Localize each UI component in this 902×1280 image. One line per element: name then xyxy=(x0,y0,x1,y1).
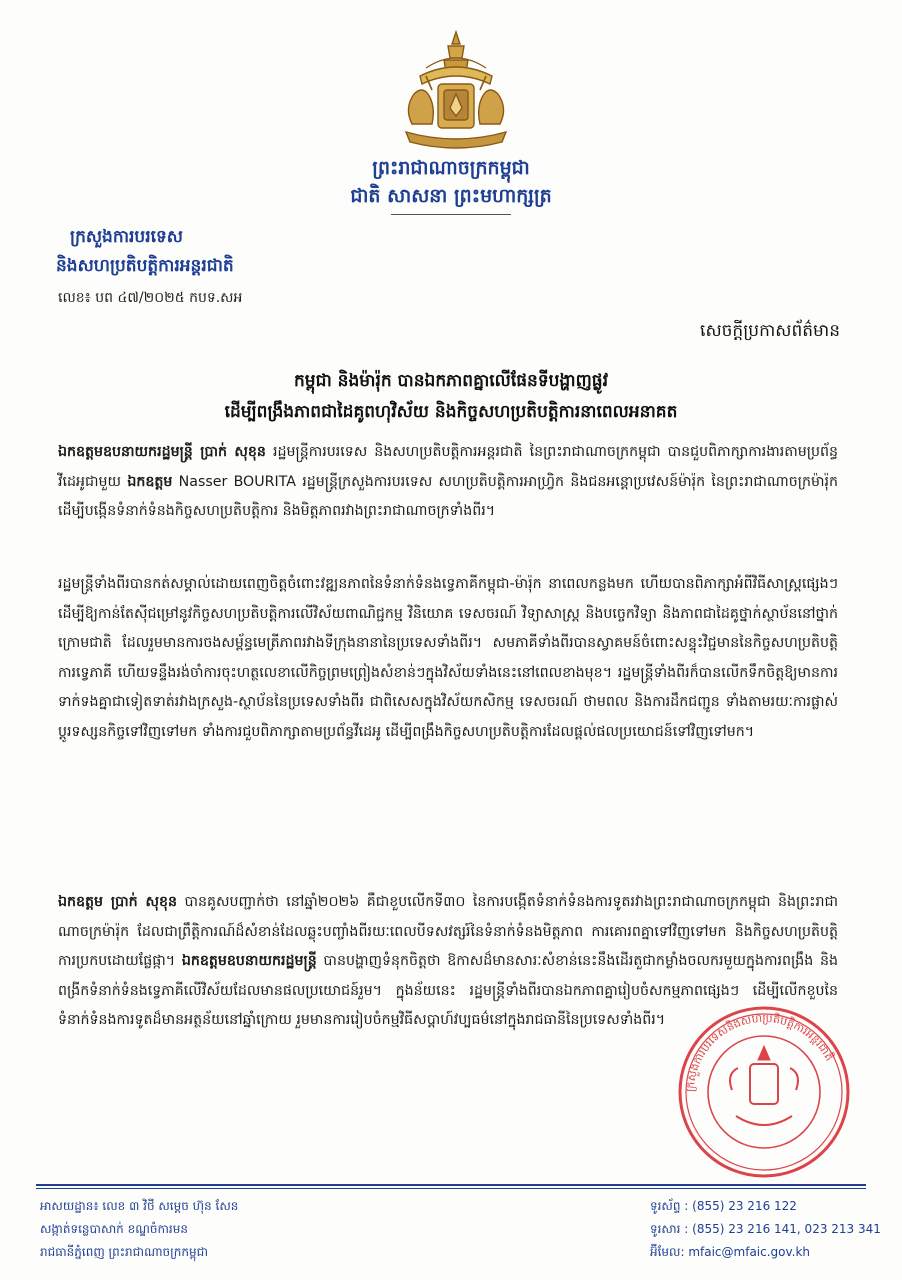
p3-lead2: ឯកឧត្តមឧបនាយករដ្ឋមន្ត្រី xyxy=(181,953,317,970)
paragraph-1 xyxy=(58,438,838,527)
official-seal-stamp xyxy=(676,1004,852,1180)
ministry-name-line2: និងសហប្រតិបត្តិការអន្តរជាតិ xyxy=(56,256,234,276)
p1-lead: ឯកឧត្តមឧបនាយករដ្ឋមន្ត្រី ប្រាក់ សុខុន xyxy=(58,444,266,460)
p1-text1: រដ្ឋមន្ត្រីការបរទេស និងសហប្រតិបត្តិការអន្តរជាតិ នៃព្រះរាជាណាចក្រកម្ពុជា បានជួបពិភាក្សាការងារតាមប្រព័ន្ធវីដេអូជាមួយ xyxy=(58,444,838,490)
royal-coat-of-arms-icon xyxy=(396,28,516,156)
footer-address-line3: រាជធានីភ្នំពេញ ព្រះរាជាណាចក្រកម្ពុជា xyxy=(40,1245,208,1259)
footer-address-line2: សង្កាត់ទន្លេបាសាក់ ខណ្ឌចំការមន xyxy=(40,1222,188,1236)
footer-email[interactable]: អ៊ីមែល: mfaic@mfaic.gov.kh xyxy=(650,1245,811,1259)
reference-number: លេខ៖ បព ៤៧/២០២៥ កបទ.សអ xyxy=(58,290,243,306)
document-type: សេចក្ដីប្រកាសព័ត៌មាន xyxy=(700,321,840,341)
motto-divider xyxy=(391,214,511,215)
headline-line1: កម្ពុជា និងម៉ារ៉ុក បានឯកភាពគ្នាលើផែនទីបង្ហាញផ្លូវ xyxy=(294,371,608,391)
seal-text: ក្រសួងការបរទេសនិងសហប្រតិបត្តិការអន្តរជាតិ xyxy=(683,1011,836,1093)
footer-address-line1: អាសយដ្ឋាន៖ លេខ ៣ វិថី សម្ដេច ហ៊ុន សែន xyxy=(40,1199,239,1213)
p1-text2: រដ្ឋមន្ត្រីក្រសួងការបរទេស សហប្រតិបត្តិការអាហ្វ្រិក និងជនអន្តោប្រវេសន៍ម៉ារ៉ុក នៃព្រះរាជាណាចក្រម៉ារ៉ុក ដើម្បីបង្កើនទំនាក់ទំនងកិច្ចសហប្រតិបត្តិការ និងមិត្តភាពរវាងព្រះរាជាណាចក្រទាំងពីរ។ xyxy=(58,473,838,520)
p1-lead2: ឯកឧត្តម xyxy=(127,473,173,490)
footer-fax: ទូរសារ : (855) 23 216 141, 023 213 341 xyxy=(650,1222,881,1236)
kingdom-title: ព្រះរាជាណាចក្រកម្ពុជា xyxy=(372,157,530,179)
p3-text1: បានគូសបញ្ជាក់ថា នៅឆ្នាំ២០២៦ គឺជាខួបលើកទី៣០ នៃការបង្កើតទំនាក់ទំនងការទូតរវាងព្រះរាជាណាចក្រកម្ពុជា និងព្រះរាជាណាចក្រម៉ារ៉ុក ដែលជាព្រឹត្តិការណ៍ដ៏សំខាន់ដែលឆ្លុះបញ្ចាំងពីរយៈពេលបីទសវត្សរ៍នៃទំនាក់ទំនងមិត្តភាព ការគោរពគ្នាទៅវិញទៅមក និងកិច្ចសហប្រតិបត្តិការប្រកបដោយផ្លែផ្កា។ xyxy=(58,894,838,970)
p1-name: Nasser BOURITA xyxy=(172,473,296,490)
footer-rule-thin xyxy=(36,1188,866,1189)
footer-phone: ទូរស័ព្ទ : (855) 23 216 122 xyxy=(650,1199,797,1213)
ministry-name-line1: ក្រសួងការបរទេស xyxy=(70,227,183,247)
p3-lead: ឯកឧត្តម ប្រាក់ សុខុន xyxy=(58,894,178,910)
footer-rule xyxy=(36,1184,866,1186)
national-motto: ជាតិ សាសនា ព្រះមហាក្សត្រ xyxy=(350,185,552,207)
paragraph-2: រដ្ឋមន្ត្រីទាំងពីរបានកត់សម្គាល់ដោយពេញចិត្តចំពោះវឌ្ឍនភាពនៃទំនាក់ទំនងទ្វេភាគីកម្ពុជា-ម៉ារ៉ុក នាពេលកន្លងមក ហើយបានពិភាក្សាអំពីវិធីសាស្ត្រផ្សេងៗដើម្បីឱ្យកាន់តែស៊ីជម្រៅនូវកិច្ចសហប្រតិបត្តិការលើវិស័យពាណិជ្ជកម្ម វិនិយោគ ទេសចរណ៍ វិទ្យាសាស្ត្រ និងបច្ចេកវិទ្យា និងភាពជាដៃគូថ្នាក់ស្ថាប័ននៅថ្នាក់ក្រោមជាតិ ដែលរួមមានការចងសម្ព័ន្ធមេត្រីភាពរវាងទីក្រុងនានានៃប្រទេសទាំងពីរ។ សមភាគីទាំងពីរបានស្វាគមន៍ចំពោះសន្ទុះវិជ្ជមាននៃកិច្ចសហប្រតិបត្តិការទ្វេភាគី ហើយទន្ទឹងរង់ចាំការចុះហត្ថលេខាលើកិច្ចព្រមព្រៀងសំខាន់ៗក្នុងវិស័យទាំងនេះនៅពេលខាងមុខ។ រដ្ឋមន្ត្រីទាំងពីរក៏បានលើកទឹកចិត្តឱ្យមានការទាក់ទងគ្នាជាទៀតទាត់រវាងក្រសួង-ស្ថាប័ននៃប្រទេសទាំងពីរ ជាពិសេសក្នុងវិស័យកសិកម្ម ទេសចរណ៍ ថាមពល និងការដឹកជញ្ជូន ទាំងតាមរយៈការផ្លាស់ប្ដូរទស្សនកិច្ចទៅវិញទៅមក ទាំងការជួបពិភាក្សាតាមប្រព័ន្ធវីដេអូ ដើម្បីពង្រឹងកិច្ចសហប្រតិបត្តិការដែលផ្ដល់ផលប្រយោជន៍ទៅវិញទៅមក។ xyxy=(58,576,838,740)
headline-line2: ដើម្បីពង្រឹងភាពជាដៃគូពហុវិស័យ និងកិច្ចសហប្រតិបត្តិការនាពេលអនាគត xyxy=(224,402,678,422)
p3-text2: បានបង្ហាញទំនុកចិត្តថា ឱកាសដ៏មានសារៈសំខាន់នេះនឹងដើរតួជាកម្លាំងចលករមួយក្នុងការពង្រឹង និងពង្រីកទំនាក់ទំនងទ្វេភាគីលើវិស័យដែលមានផលប្រយោជន៍រួម។ ក្នុងន័យនេះ រដ្ឋមន្ត្រីទាំងពីរបានឯកភាពគ្នារៀបចំសកម្មភាពផ្សេងៗ ដើម្បីលើកខួបនៃទំនាក់ទំនងការទូតដ៏មានអត្ថន័យនៅឆ្នាំក្រោយ រួមមានការរៀបចំកម្មវិធីសប្ដាហ៍វប្បធម៌នៅក្នុងរាជធានីនៃប្រទេសទាំងពីរ។ xyxy=(58,953,839,1029)
